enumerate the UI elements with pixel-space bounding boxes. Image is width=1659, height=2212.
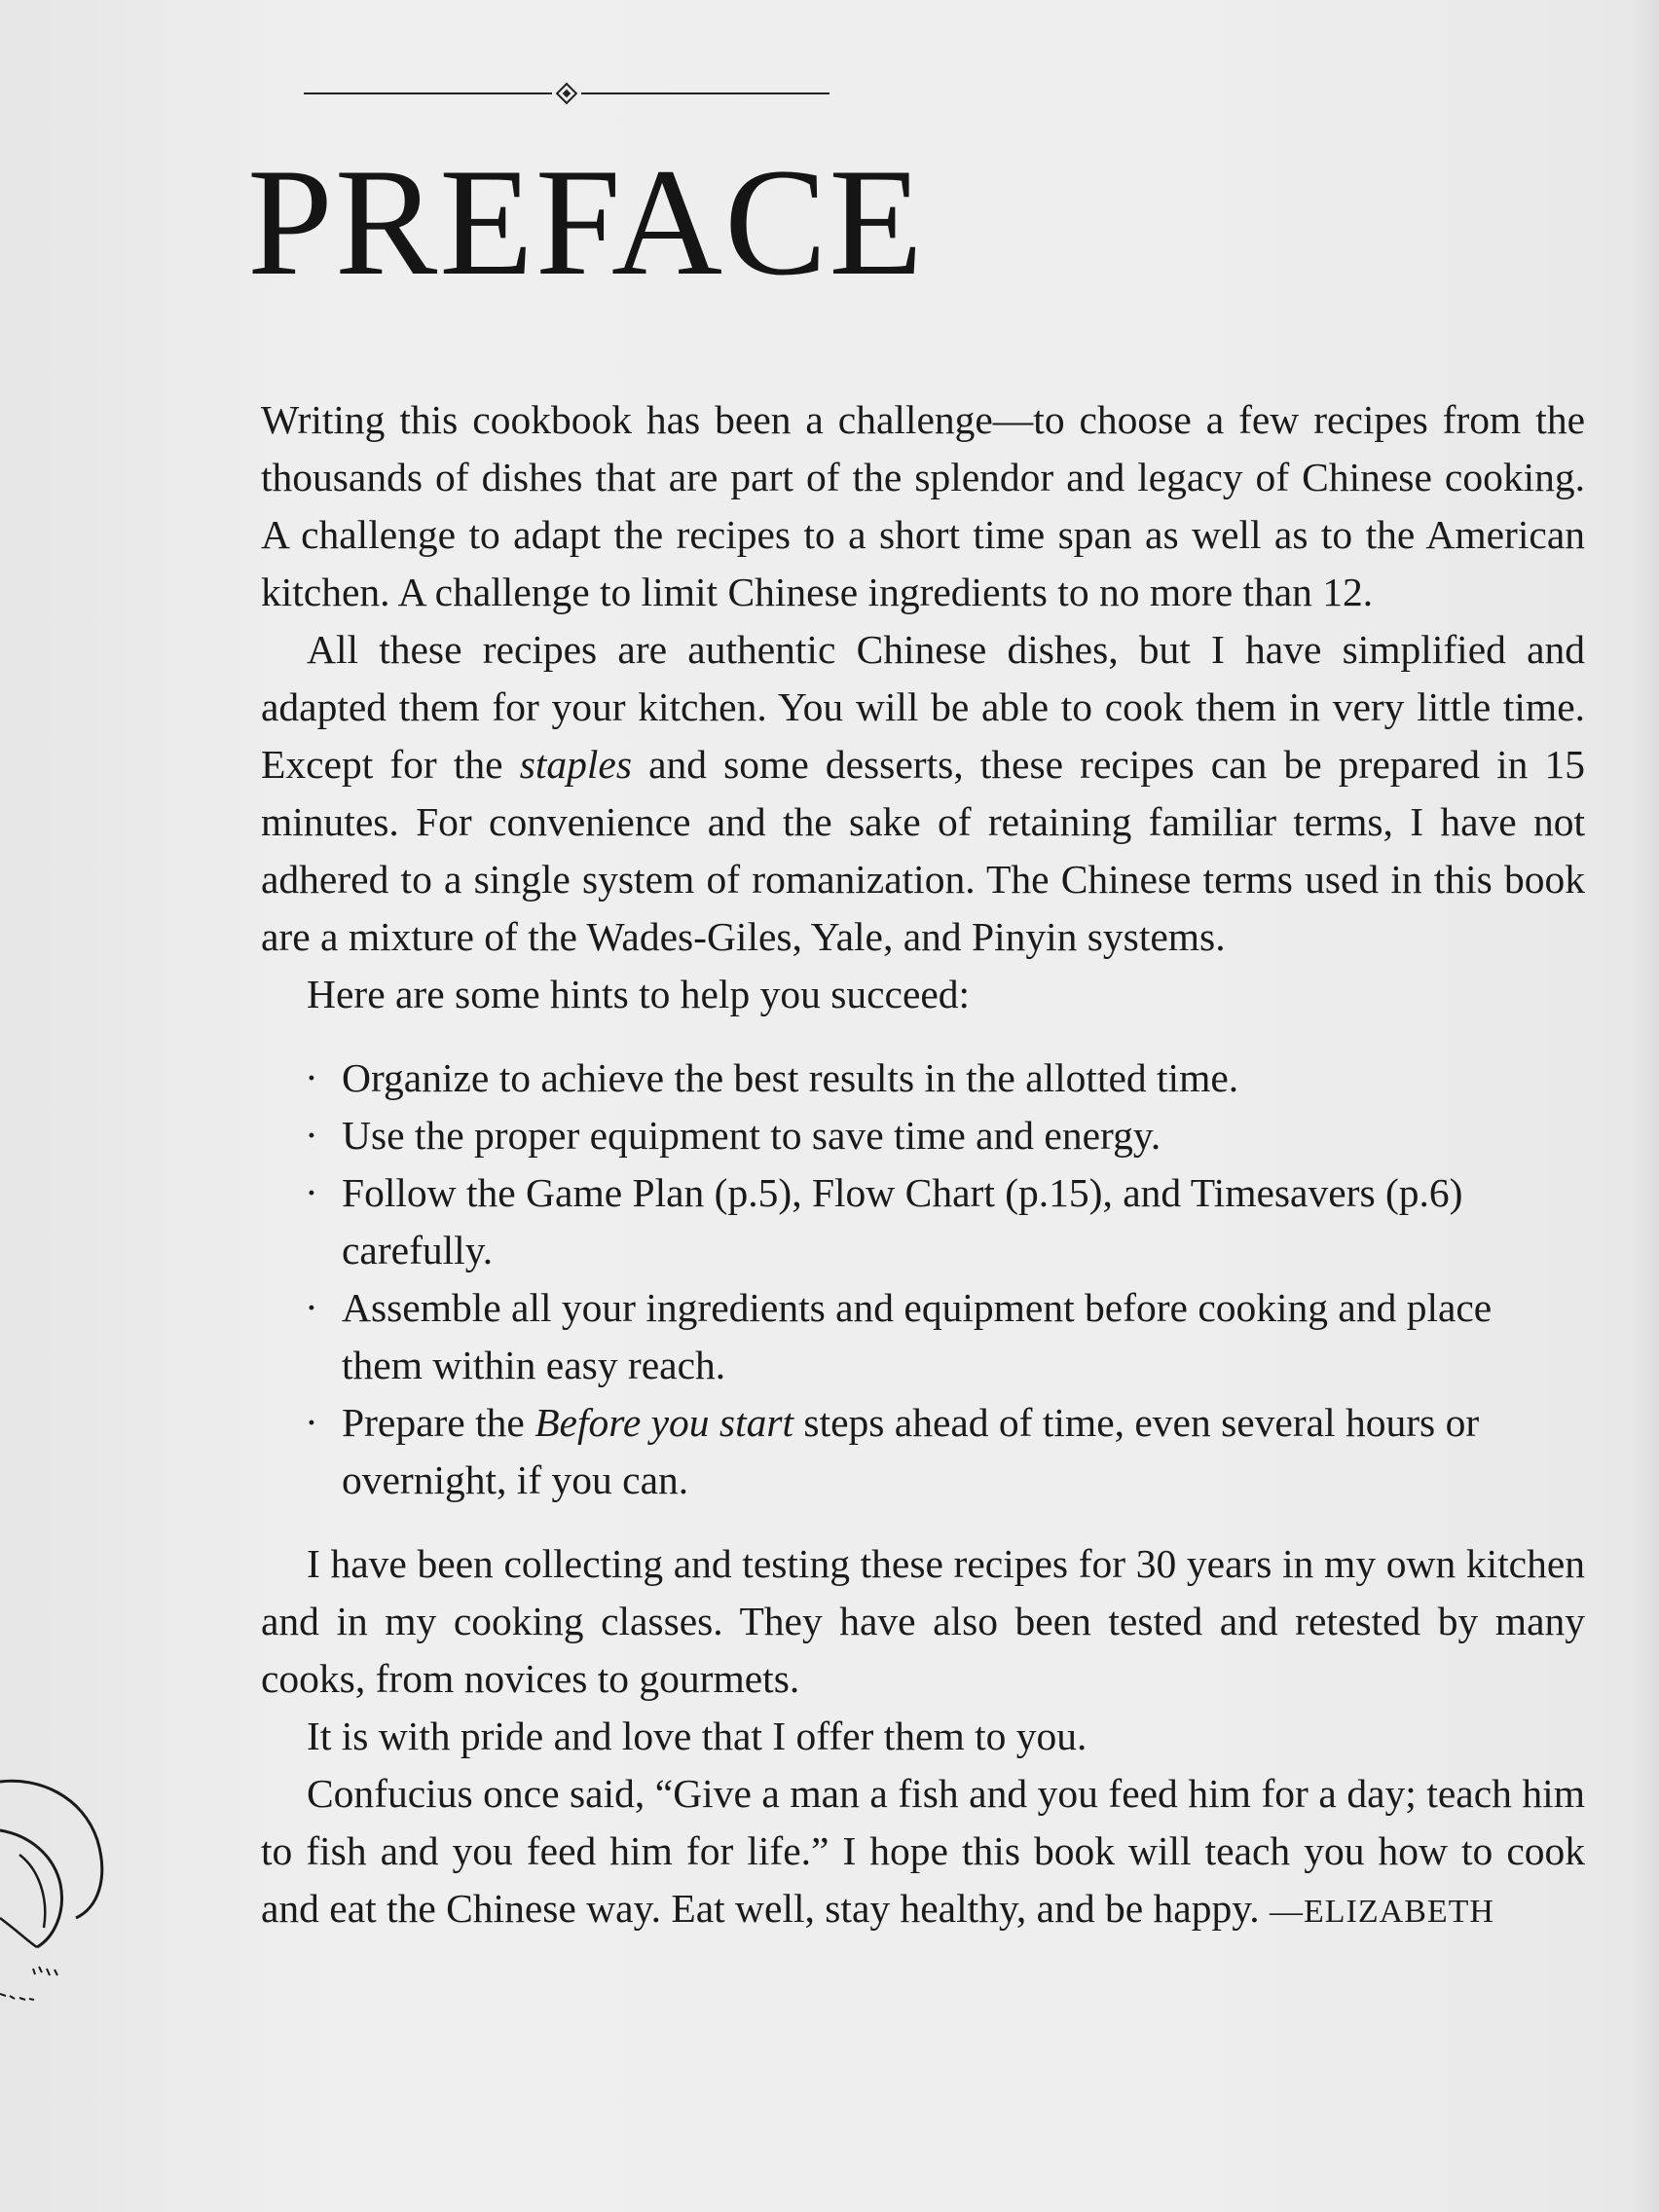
paragraph-2-text-b: and some desserts, these recipes can be prepared in 15 minutes. For convenience and the sake of retaining familiar terms, I have not adhered to a single system of romanization. The Chinese terms used in this book are a mixture of the Wades-Giles, Yale, and Pinyin systems. <box>261 742 1585 959</box>
page-title: PREFACE <box>247 137 925 308</box>
hint-5-text-b: steps ahead of time, even several hours or overnight, if you can. <box>342 1400 1480 1502</box>
paragraph-4: It is with pride and love that I offer them to you. <box>307 1714 1088 1758</box>
bullet-icon: · <box>305 1285 318 1330</box>
paragraph-2-text-a: All these recipes are authentic Chinese dishes, but I have simplified and adapted them for your kitchen. You will be able to cook them in very little time. Except for the <box>261 627 1585 787</box>
bullet-icon: · <box>305 1170 318 1215</box>
paragraph-5-text: Confucius once said, “Give a man a fish and you feed him for a day; teach him to fish and you feed him for life.” I hope this book will teach you how to cook and eat the Chinese way. Eat well, stay healthy, and be happy. <box>261 1771 1585 1931</box>
rule-line-left <box>304 92 552 94</box>
rule-line-right <box>581 92 830 94</box>
hints-intro: Here are some hints to help you succeed: <box>307 972 971 1016</box>
hint-text: Organize to achieve the best results in the allotted time. <box>342 1055 1239 1100</box>
hint-text <box>342 1400 1479 1502</box>
paragraph-2 <box>261 621 1585 966</box>
paragraph-3: I have been collecting and testing these recipes for 30 years in my own kitchen and in my cooking classes. They have also been tested and retested by many cooks, from novices to gourmets. <box>261 1541 1585 1701</box>
hint-5-emphasis: Before you start <box>535 1400 794 1445</box>
bullet-icon: · <box>305 1400 318 1445</box>
bok-choy-sketch-icon <box>0 1762 127 2054</box>
bullet-icon: · <box>305 1113 318 1158</box>
decorative-rule-ornament <box>304 82 830 105</box>
hint-item <box>261 1279 1585 1394</box>
hint-item <box>261 1050 1585 1107</box>
hint-text: Follow the Game Plan (p.5), Flow Chart (p.15), and Timesavers (p.6) carefully. <box>342 1170 1463 1272</box>
preface-body <box>261 391 1585 1940</box>
page-edge-shadow <box>1630 0 1659 2212</box>
hints-list <box>261 1050 1585 1509</box>
paragraph-1: Writing this cookbook has been a challenge—to choose a few recipes from the thousands of dishes that are part of the splendor and legacy of Chinese cooking. A challenge to adapt the recipes to a short time span as well as to the American kitchen. A challenge to limit Chinese ingredients to no more than 12. <box>261 397 1585 614</box>
hint-text: Assemble all your ingredients and equipment before cooking and place them within easy reach. <box>342 1285 1493 1387</box>
author-signature: —ELIZABETH <box>1270 1894 1494 1930</box>
diamond-ornament-icon <box>556 83 578 105</box>
paragraph-2-emphasis: staples <box>519 742 632 787</box>
bullet-icon: · <box>305 1055 318 1100</box>
paragraph-5 <box>261 1765 1585 1940</box>
hint-item <box>261 1107 1585 1164</box>
hint-5-text-a: Prepare the <box>342 1400 535 1445</box>
hint-item <box>261 1394 1585 1509</box>
hint-text: Use the proper equipment to save time and energy. <box>342 1113 1161 1158</box>
hint-item <box>261 1164 1585 1279</box>
